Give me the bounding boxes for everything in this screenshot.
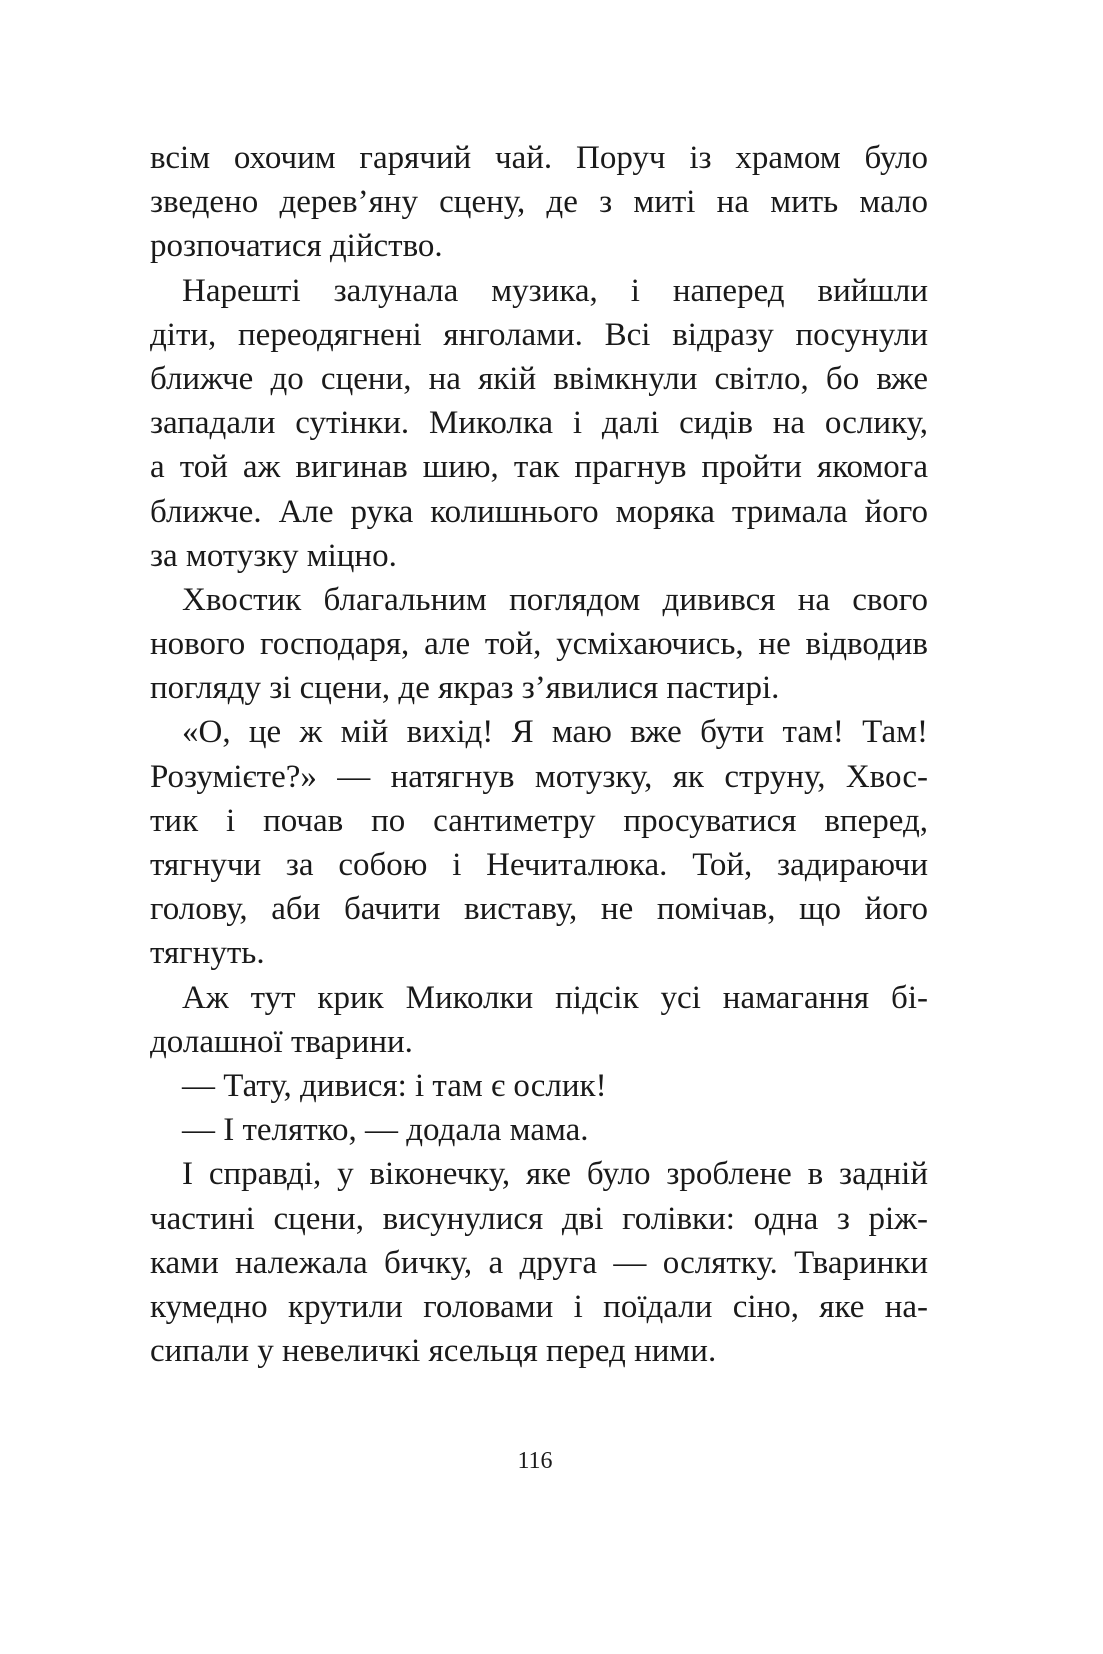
paragraph <box>150 976 928 1064</box>
text-line: нового господаря, але той, усміхаючись, не відводив <box>150 626 928 663</box>
text-line: всім охочим гарячий чай. Поруч із храмом було <box>150 140 928 176</box>
text-line: зведено дерев’яну сцену, де з миті на мить мало <box>150 184 928 221</box>
text-line: за мотузку міцно. <box>150 537 397 574</box>
text-line: тягнуть. <box>150 935 265 972</box>
text-line: ближче до сцени, на якій ввімкнули світло, бо вже <box>150 360 928 397</box>
paragraph <box>150 710 928 975</box>
text-line: — Тату, дивися: і там є ослик! <box>182 1067 607 1104</box>
text-line: діти, переодягнені янголами. Всі відразу посунули <box>150 316 928 353</box>
text-line: сипали у невеличкі ясельця перед ними. <box>150 1333 717 1370</box>
text-line: Хвостик благальним поглядом дивився на свого <box>182 581 928 618</box>
text-line: тягнучи за собою і Нечиталюка. Той, задираючи <box>150 847 928 883</box>
text-line: долашної тварини. <box>150 1023 413 1060</box>
text-line: І справді, у віконечку, яке було зроблене в задній <box>182 1156 928 1193</box>
text-line: западали сутінки. Миколка і далі сидів на ослику, <box>150 405 928 442</box>
text-line: ками належала бичку, а друга — ослятку. Тваринки <box>150 1244 928 1281</box>
paragraph <box>150 1108 928 1152</box>
text-line: кумедно крутили головами і поїдали сіно, яке на- <box>150 1288 928 1325</box>
text-line: голову, аби бачити виставу, не помічав, що його <box>150 891 928 928</box>
paragraph <box>150 136 928 269</box>
body-text <box>150 136 928 1373</box>
text-line: — І телятко, — додала мама. <box>182 1112 589 1149</box>
page-number: 116 <box>517 1448 553 1474</box>
text-line: Нарешті залунала музика, і наперед вийшли <box>182 272 928 309</box>
text-line: тик і почав по сантиметру просуватися вперед, <box>150 802 928 839</box>
paragraph <box>150 1152 928 1373</box>
paragraph <box>150 1064 928 1108</box>
paragraph <box>150 269 928 578</box>
text-line: погляду зі сцени, де якраз з’явилися пастирі. <box>150 670 780 707</box>
text-line: Аж тут крик Миколки підсік усі намагання бі- <box>182 979 928 1016</box>
text-line: ближче. Але рука колишнього моряка тримала його <box>150 493 928 530</box>
text-line: розпочатися дійство. <box>150 228 443 265</box>
text-line: Розумієте?» — натягнув мотузку, як струну, Хвос- <box>150 758 928 795</box>
text-line: частині сцени, висунулися дві голівки: одна з ріж- <box>150 1200 928 1237</box>
text-line: а той аж вигинав шию, так прагнув пройти якомога <box>150 449 928 486</box>
text-line: «О, це ж мій вихід! Я маю вже бути там! Там! <box>182 714 928 751</box>
paragraph <box>150 578 928 711</box>
